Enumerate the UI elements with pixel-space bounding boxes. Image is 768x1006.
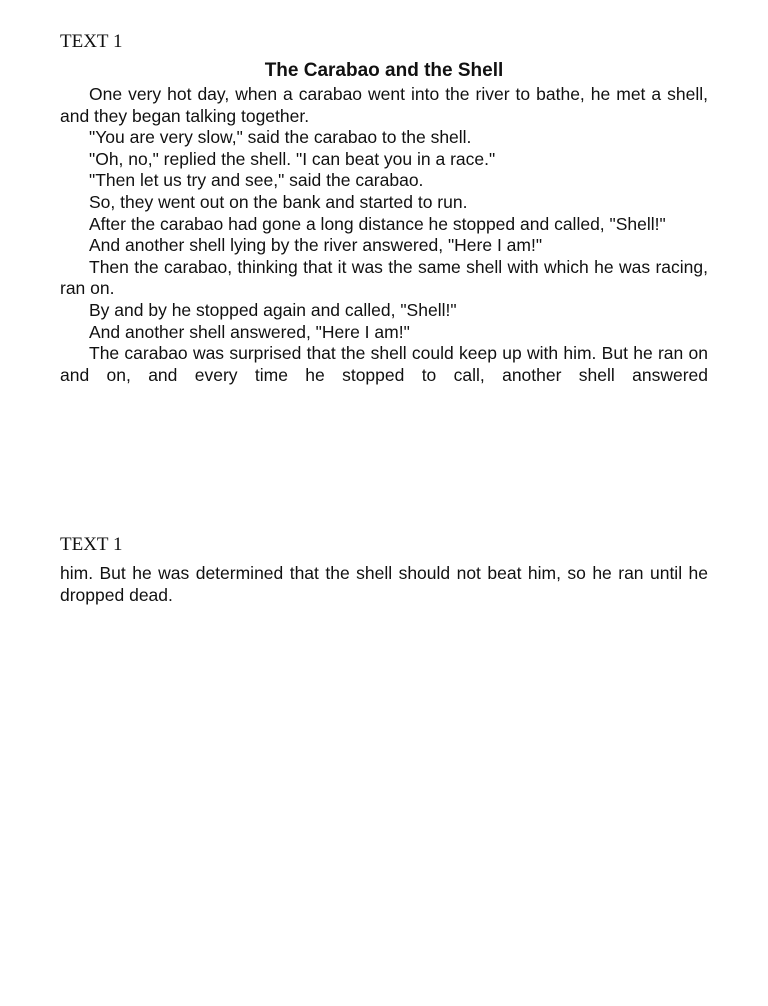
- story-body: [60, 84, 708, 386]
- page-header: TEXT 1: [60, 31, 123, 52]
- paragraph: Then the carabao, thinking that it was the same shell with which he was racing, ran on.: [60, 256, 708, 299]
- paragraph: The carabao was surprised that the shell could keep up with him. But he ran on and on, and every time he stopped to call, another shell answered: [60, 343, 708, 385]
- paragraph: And another shell answered, "Here I am!": [89, 321, 410, 342]
- paragraph: "Oh, no," replied the shell. "I can beat you in a race.": [89, 148, 496, 169]
- paragraph: After the carabao had gone a long distance he stopped and called, "Shell!": [89, 213, 666, 234]
- paragraph: him. But he was determined that the shell should not beat him, so he ran until he dropped dead.: [60, 563, 708, 605]
- paragraph: "Then let us try and see," said the carabao.: [89, 170, 424, 191]
- paragraph: One very hot day, when a carabao went into the river to bathe, he met a shell, and they began talking together.: [60, 84, 708, 126]
- story-title: The Carabao and the Shell: [264, 60, 504, 81]
- page-header: TEXT 1: [60, 534, 123, 555]
- paragraph: By and by he stopped again and called, "Shell!": [89, 299, 457, 320]
- paragraph: So, they went out on the bank and started to run.: [89, 191, 468, 212]
- story-body-continued: [60, 563, 708, 606]
- paragraph: "You are very slow," said the carabao to the shell.: [89, 127, 472, 148]
- paragraph: And another shell lying by the river answered, "Here I am!": [89, 235, 543, 256]
